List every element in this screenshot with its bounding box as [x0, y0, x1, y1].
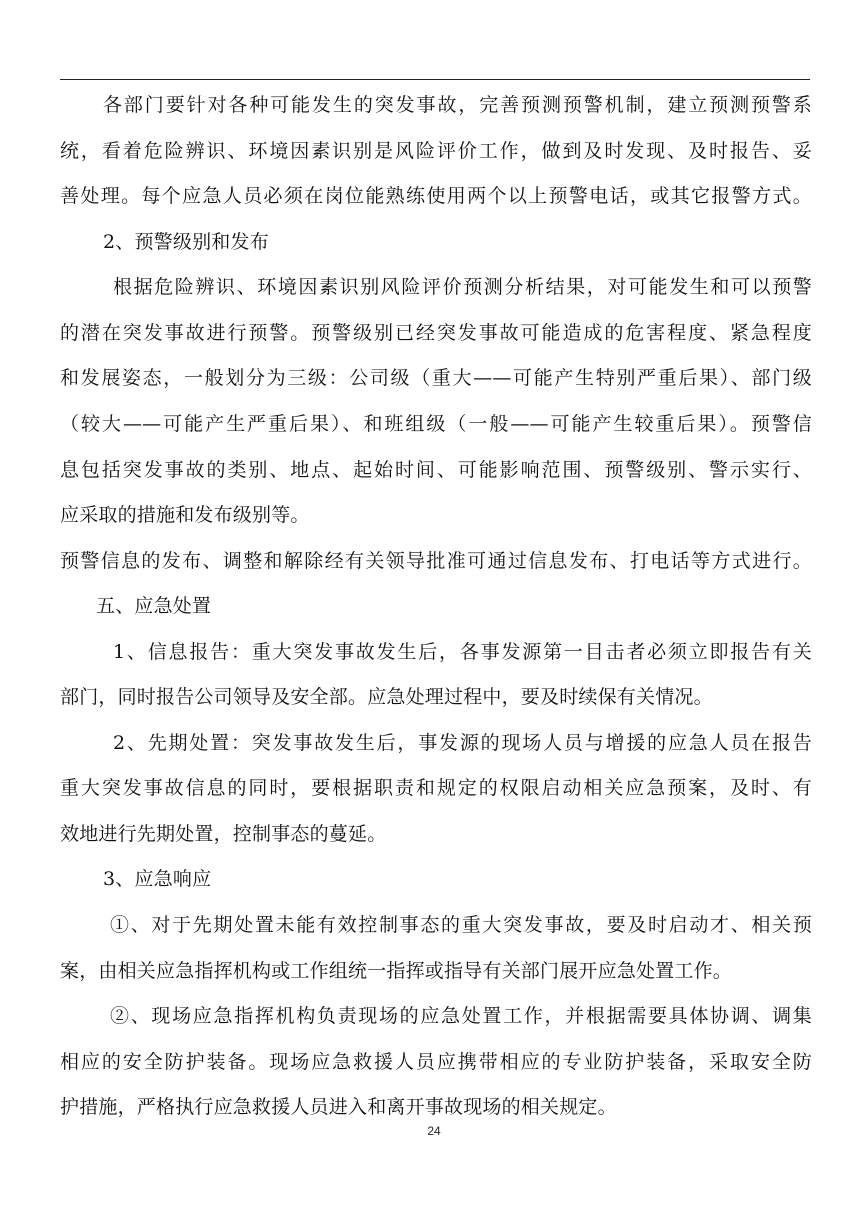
text-line: （较大——可能产生严重后果）、和班组级（一般——可能产生较重后果）。预警信: [60, 413, 812, 435]
text-line: 重大突发事故信息的同时，要根据职责和规定的权限启动相关应急预案，及时、有: [60, 777, 812, 799]
text-line: 预警信息的发布、调整和解除经有关领导批准可通过信息发布、打电话等方式进行。: [60, 550, 812, 572]
text-line: 根据危险辨识、环境因素识别风险评价预测分析结果，对可能发生和可以预警: [113, 276, 812, 298]
text-line: 部门，同时报告公司领导及安全部。应急处理过程中，要及时续保有关情况。: [60, 686, 713, 708]
text-line: ①、对于先期处置未能有效控制事态的重大突发事故，要及时启动才、相关预: [110, 914, 812, 936]
text-line: 1、信息报告：重大突发事故发生后，各事发源第一目击者必须立即报告有关: [113, 641, 812, 663]
section-heading: 3、应急响应: [103, 868, 212, 890]
text-line: 护措施，严格执行应急救援人员进入和离开事故现场的相关规定。: [60, 1096, 617, 1118]
section-heading: 2、预警级别和发布: [103, 231, 269, 253]
text-line: ②、现场应急指挥机构负责现场的应急处置工作，并根据需要具体协调、调集: [110, 1005, 812, 1027]
text-line: 案，由相关应急指挥机构或工作组统一指挥或指导有关部门展开应急处置工作。: [60, 960, 733, 982]
text-line: 应采取的措施和发布级别等。: [60, 504, 310, 526]
text-line: 的潜在突发事故进行预警。预警级别已经突发事故可能造成的危害程度、紧急程度: [60, 322, 812, 344]
text-line: 相应的安全防护装备。现场应急救援人员应携带相应的专业防护装备，采取安全防: [60, 1051, 812, 1073]
text-line: 息包括突发事故的类别、地点、起始时间、可能影响范围、预警级别、警示实行、: [60, 459, 812, 481]
section-heading: 五、应急处置: [96, 595, 212, 617]
page-number: 24: [427, 1124, 441, 1138]
text-line: 善处理。每个应急人员必须在岗位能熟练使用两个以上预警电话，或其它报警方式。: [60, 185, 812, 207]
text-line: 效地进行先期处置，控制事态的蔓延。: [60, 823, 387, 845]
header-rule: [60, 79, 810, 80]
text-line: 和发展姿态，一般划分为三级：公司级（重大——可能产生特别严重后果）、部门级: [60, 367, 812, 389]
text-line: 各部门要针对各种可能发生的突发事故，完善预测预警机制，建立预测预警系: [103, 94, 812, 116]
text-line: 统，看着危险辨识、环境因素识别是风险评价工作，做到及时发现、及时报告、妥: [60, 140, 812, 162]
text-line: 2、先期处置：突发事故发生后，事发源的现场人员与增援的应急人员在报告: [113, 732, 812, 754]
